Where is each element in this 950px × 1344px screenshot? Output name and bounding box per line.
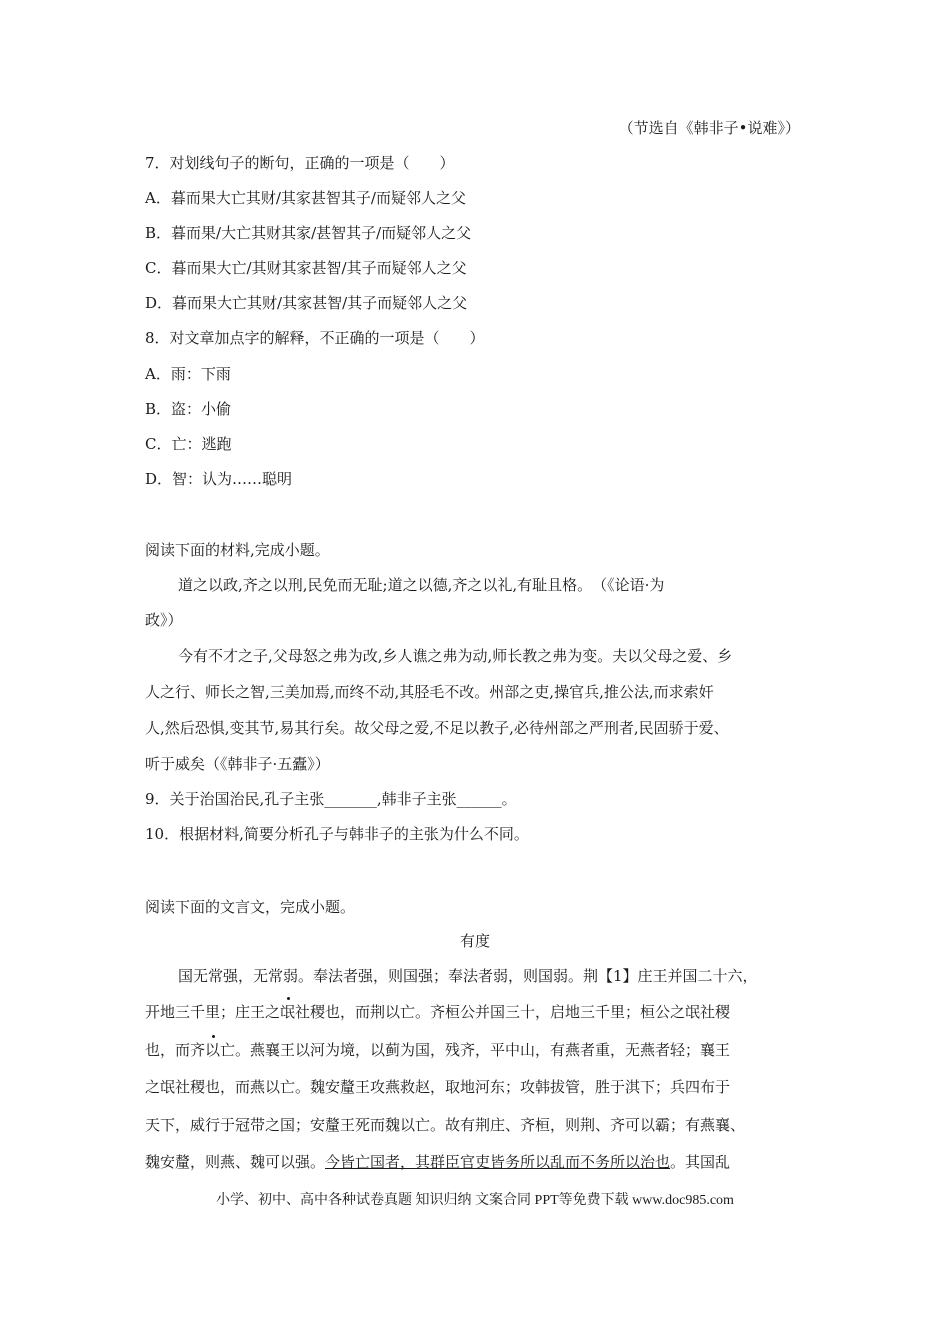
passage-2-intro: 阅读下面的材料,完成小题。	[145, 541, 330, 559]
passage-3-line: 也，而齐以亡。燕襄王以河为境，以蓟为国，残齐，平中山，有燕者重，无燕者轻；襄王	[145, 1041, 731, 1059]
page-footer: 小学、初中、高中各种试卷真题 知识归纳 文案合同 PPT等免费下载 www.doc985.com	[216, 1193, 734, 1208]
question-7-option-a: A．暮而果大亡其财/其家甚智其子/而疑邻人之父	[145, 189, 466, 207]
passage-3-title: 有度	[459, 932, 490, 950]
passage-2-line: 政》）	[145, 611, 183, 629]
passage-3-line: 魏安釐，则燕、魏可以强。今皆亡国者，其群臣官吏皆务所以乱而不务所以治也。其国乱	[145, 1153, 731, 1171]
passage-3-line: 开地三千里；庄王之氓社稷也，而荆以亡。齐桓公并国三十，启地三千里；桓公之氓社稷	[145, 1003, 731, 1021]
question-8-option-b: B．盗：小偷	[145, 400, 232, 418]
dotted-character: 以	[205, 1041, 221, 1059]
passage-3-line: 国无常强，无常弱。奉法者强，则国强；奉法者弱，则国弱。荆【1】庄王并国二十六，	[178, 967, 758, 985]
passage-2-line: 道之以政,齐之以刑,民免而无耻;道之以德,齐之以礼,有耻且格。 （《论语·为	[178, 576, 665, 594]
passage-3-line: 天下，威行于冠带之国；安釐王死而魏以亡。故有荆庄、齐桓，则荆、齐可以霸；有燕襄、	[145, 1116, 746, 1134]
question-7-option-c: C．暮而果大亡/其财其家甚智/其子而疑邻人之父	[145, 259, 467, 277]
question-8-option-d: D．智：认为……聪明	[145, 470, 293, 488]
passage-2-line: 人,然后恐惧,变其节,易其行矣。故父母之爱,不足以教子,必待州部之严刑者,民固骄于爱、	[145, 719, 729, 737]
question-10: 10．根据材料,简要分析孔子与韩非子的主张为什么不同。	[145, 825, 529, 843]
dotted-character: 氓	[280, 1003, 296, 1021]
question-9: 9．关于治国治民,孔子主张_______,韩非子主张______。	[145, 790, 517, 808]
passage-2-line: 听于威矣（《韩非子·五蠹》）	[145, 755, 330, 773]
question-8-stem: 8．对文章加点字的解释，不正确的一项是（ ）	[145, 329, 485, 347]
question-8-option-c: C．亡：逃跑	[145, 435, 232, 453]
passage-2-line: 人之行、师长之智,三美加焉,而终不动,其胫毛不改。州部之吏,操官兵,推公法,而求索奸	[145, 683, 714, 701]
underlined-sentence: 今皆亡国者，其群臣官吏皆务所以乱而不务所以治也	[325, 1153, 671, 1171]
question-7-option-b: B．暮而果/大亡其财其家/甚智其子/而疑邻人之父	[145, 224, 472, 242]
passage-2-line: 今有不才之子,父母怒之弗为改,乡人谯之弗为动,师长教之弗为变。夫以父母之爱、乡	[178, 647, 733, 665]
passage-3-intro: 阅读下面的文言文，完成小题。	[145, 898, 356, 916]
source-note: （节选自《韩非子•说难》）	[618, 119, 800, 137]
question-7-stem: 7．对划线句子的断句，正确的一项是（ ）	[145, 154, 455, 172]
question-8-option-a: A．雨：下雨	[145, 365, 231, 383]
question-7-option-d: D．暮而果大亡其财/其家甚智/其子而疑邻人之父	[145, 294, 468, 312]
passage-3-line: 之氓社稷也，而燕以亡。魏安釐王攻燕救赵，取地河东；攻韩拔管，胜于淇下；兵四布于	[145, 1078, 731, 1096]
